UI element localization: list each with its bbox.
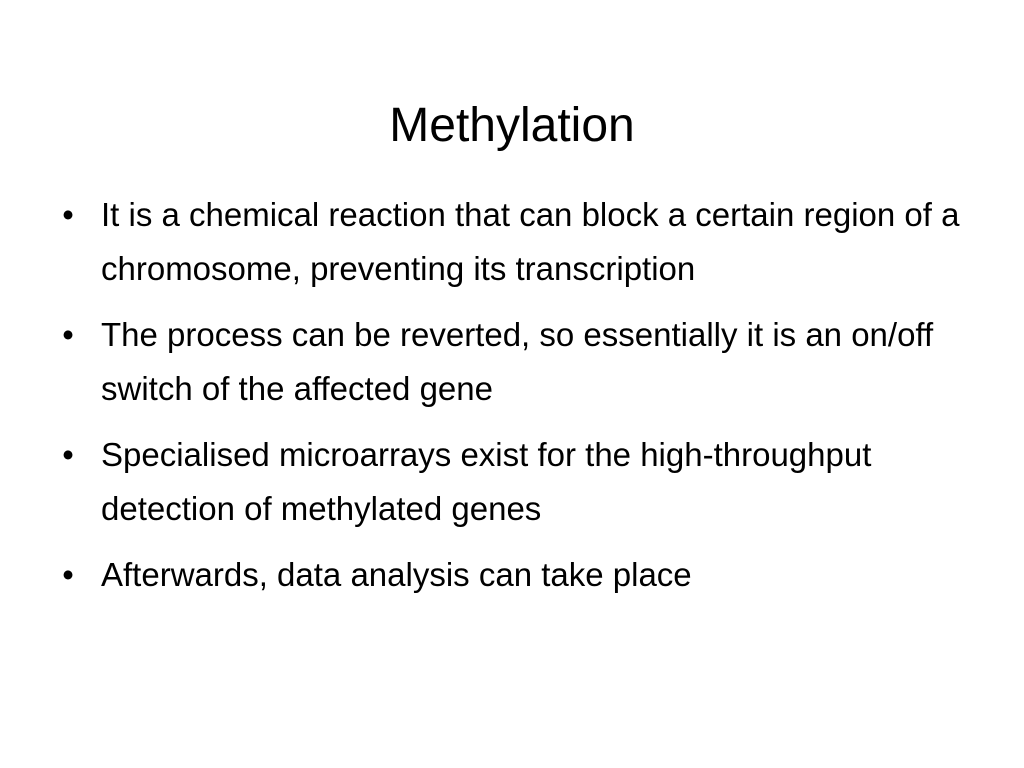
bullet-item [56, 548, 976, 602]
bullet-text: The process can be reverted, so essentially it is an on/off switch of the affected gene [101, 316, 934, 407]
bullet-item [56, 308, 976, 416]
bullet-item [56, 188, 976, 296]
slide-title: Methylation [389, 99, 635, 153]
bullet-dot-icon: • [62, 316, 74, 353]
bullet-dot-icon: • [62, 556, 74, 593]
bullet-item [56, 428, 976, 536]
bullet-dot-icon: • [62, 196, 74, 233]
bullet-text: Specialised microarrays exist for the high-throughput detection of methylated genes [101, 436, 872, 527]
bullet-text: It is a chemical reaction that can block a certain region of a chromosome, preventing its transcription [101, 196, 960, 287]
bullet-text: Afterwards, data analysis can take place [101, 556, 692, 593]
bullet-list [56, 188, 976, 614]
bullet-dot-icon: • [62, 436, 74, 473]
